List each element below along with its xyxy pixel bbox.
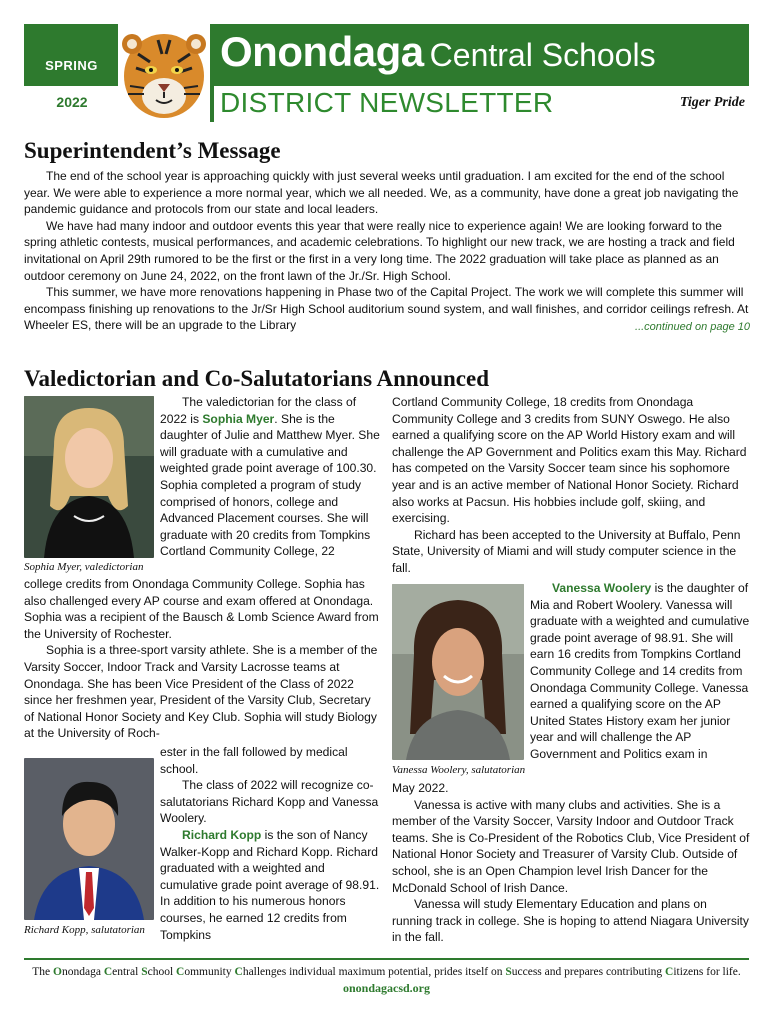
valedictorian-heading: Valedictorian and Co-Salutatorians Announced [24,366,489,391]
sophia-name: Sophia Myer [202,411,275,426]
vanessa-intro-post: is the daughter of Mia and Robert Woolery. Vanessa will graduate with a weighted and cumulative grade point average of 98.91. She will earn 16 credits from Tompkins Cortland Community College and 14 credits from Onondaga Community College. Vanessa earned a qualifying score on the AP United States History exam her junior year and will challenge the AP Government and Politics exam in [530,581,750,761]
mission-text: nondaga [61,966,104,978]
vanessa-paragraph: May 2022. [392,781,449,795]
mission-text: ommunity [184,966,235,978]
superintendent-message [24,168,750,336]
mission-text: chool [147,966,177,978]
newsletter-subtitle: DISTRICT NEWSLETTER [220,87,554,118]
vanessa-paragraph: Vanessa will study Elementary Education and plans on running track in college. She is hoping to attend Niagara University in the fall. [392,897,749,945]
footer [24,958,749,996]
richard-intro [160,827,382,943]
vanessa-caption: Vanessa Woolery, salutatorian [392,764,526,776]
mission-initial: C [176,966,185,978]
superintendent-paragraph [24,284,750,334]
sophia-intro [160,394,382,560]
title-bold: Onondaga [220,28,424,75]
mission-statement [24,966,749,978]
mission-text: uccess and prepares contributing [511,966,666,978]
superintendent-heading: Superintendent’s Message [24,138,281,163]
richard-paragraph: Richard has been accepted to the University at Buffalo, Penn State, University of Miami and will study computer science in the fall. [392,527,741,575]
sophia-side-text [160,394,382,560]
vanessa-side-text [530,580,752,763]
mission-initial: C [234,966,243,978]
sophia-paragraph: college credits from Onondaga Community College. Sophia has also challenged every AP course and exam offered at Onondaga. Sophia was a recipient of the Bausch & Lomb Science Award from the University of Rochester. [24,577,379,641]
title-light: Central Schools [429,37,656,73]
richard-photo [24,758,154,920]
vanessa-intro [530,580,752,763]
year-box [24,86,120,122]
richard-caption: Richard Kopp, salutatorian [24,924,145,936]
newsletter-title [220,28,656,76]
subtitle-box [214,86,749,122]
mission-text: itizens for life. [673,966,741,978]
vanessa-name: Vanessa Woolery [552,581,652,595]
superintendent-paragraph: We have had many indoor and outdoor events this year that were really nice to experience again! We are looking forward to the spring athletic contests, musical performances, and academic celebrations. To highlight our new track, we are hosting a track and field invitational on April 29th rumored to be the first or the first in a very long time. The 2022 graduation will take place as planned as an outdoor ceremony on June 24, 2022, on the front lawn of the Jr./Sr. High School. [24,218,735,283]
mission-text: The [32,966,54,978]
sophia-full-text [24,576,382,742]
tiger-head-icon [118,24,210,122]
vanessa-photo [392,584,524,760]
richard-side-text [160,744,382,943]
mission-initial: S [141,966,148,978]
year-label: 2022 [56,94,88,110]
sophia-caption: Sophia Myer, valedictorian [24,561,144,573]
vanessa-paragraph: Vanessa is active with many clubs and activities. She is a member of the Varsity Soccer, Varsity Indoor and Outdoor Track teams. She is Co-President of the Robotics Club, Vice President of National Honor Society and Treasurer of Varsity Club. Outside of school, she is an Open Champion level Irish Dancer for the McDonald School of Irish Dance. [392,797,750,895]
mission-initial: C [103,966,113,978]
sophia-intro-pre: The valedictorian for the class of 2022 is [160,395,357,426]
superintendent-paragraph-text: This summer, we have more renovations happening in Phase two of the Capital Project. The work we will complete this summer will encompass finishing up renovations to the Jr/Sr High School auditorium sound system, and wall finishes, and corridor ceilings refresh. At Wheeler ES, there will be an upgrade to the Library [24,285,749,333]
mission-initial: O [53,966,62,978]
tagline: Tiger Pride [679,95,745,110]
header-banner [24,24,749,122]
sophia-photo [24,396,154,558]
sophia-continued: ester in the fall followed by medical school. [160,745,348,776]
vanessa-full-text [392,780,750,946]
sophia-intro-post: . She is the daughter of Julie and Matthew Myer. She will graduate with a cumulative and weighted grade point average of 100.30. Sophia completed a program of study comprised of honors, college and Advanced Placement courses. She will graduate with 20 credits from Tompkins Cortland Community College, 22 [160,411,380,559]
superintendent-paragraph: The end of the school year is approaching quickly with just several weeks until graduation. I am excited for the end of the school year. We were able to experience a more normal year, which we all needed. We, as a community, have done a great job navigating the pandemic guidance and protocols from our state and local leaders. [24,169,739,217]
richard-paragraph: Cortland Community College, 18 credits from Onondaga Community College and 3 credits from SUNY Oswego. He also earned a qualifying score on the AP World History exam and will challenge the AP Government and Politics exam this May. Richard has competed on the Varsity Soccer team since his sophomore year and is an active member of National Honor Society. Richard also works at Pacsun. His hobbies include golf, skiing, and exercising. [392,395,747,526]
season-label: SPRING [45,58,98,73]
mission-text: entral [112,966,142,978]
mission-initial: S [505,966,512,978]
cosalutatorian-intro: The class of 2022 will recognize co-salutatorians Richard Kopp and Vanessa Woolery. [160,778,379,826]
district-website-link[interactable]: onondagacsd.org [342,981,431,995]
richard-right-text [392,394,750,577]
sophia-paragraph: Sophia is a three-sport varsity athlete. She is a member of the Varsity Soccer, Indoor Track and Varsity Lacrosse teams at Onondaga. She has been Vice President of the Class of 2022 since her freshmen year, President of the Varsity Club, Secretary of National Honor Society and Key Club. Sophia will study Biology at the University of Roch- [24,643,378,741]
mission-initial: C [665,966,674,978]
continued-link[interactable]: ...continued on page 10 [635,321,750,334]
mission-text: hallenges individual maximum potential, prides itself on [242,966,506,978]
richard-name: Richard Kopp [182,827,262,842]
richard-intro-post: is the son of Nancy Walker-Kopp and Richard Kopp. Richard graduated with a weighted and cumulative grade point average of 98.91. In addition to his numerous honors courses, he earned 12 credits from Tompkins [160,827,380,942]
